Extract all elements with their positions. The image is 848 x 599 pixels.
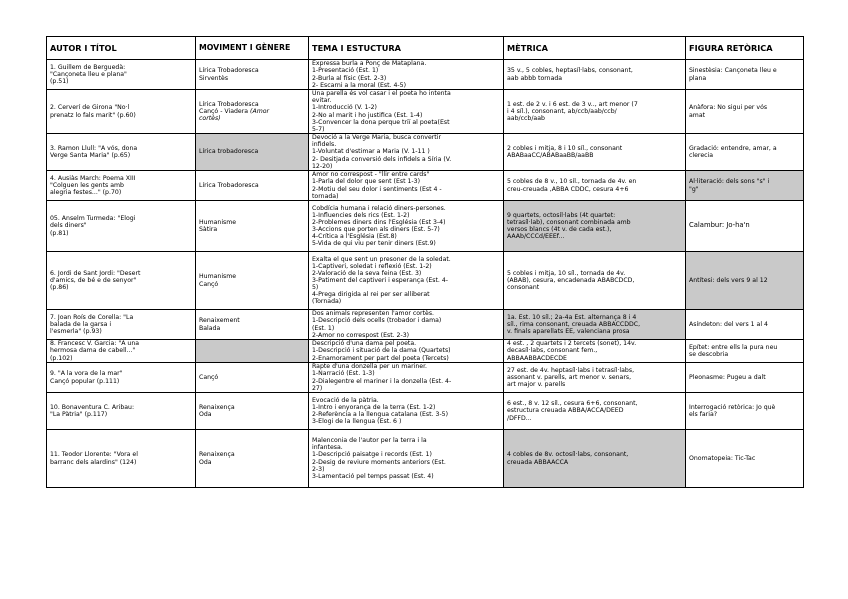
cell-autor: 3. Ramon Llull: "A vós, dona Verge Santa Maria" (p.65)	[47, 134, 196, 171]
table-row	[47, 171, 804, 201]
cell-autor: 05. Anselm Turmeda: "Elogi dels diners" (p.81)	[47, 201, 196, 252]
cell-moviment: Lírica Trobadoresca Sirventès	[196, 60, 309, 90]
cell-metrica: 5 cobles i mitja, 10 síl., tornada de 4v. (ABAB), cesura, encadenada ABABCDCD, consonant	[504, 252, 686, 310]
cell-tema: Rapte d'una donzella per un mariner. 1-Narració (Est. 1-3) 2-Dialegentre el mariner i la donzella (Est. 4- 27)	[309, 363, 504, 393]
cell-figura: Al·literació: dels sons "s" i "g"	[686, 171, 804, 201]
table-row	[47, 393, 804, 430]
cell-metrica: 6 est., 8 v. 12 síl., cesura 6+6, consonant, estructura creuada ABBA/ACCA/DEED /DFFD...	[504, 393, 686, 430]
cell-figura: Gradació: entendre, amar, a clerecia	[686, 134, 804, 171]
cell-autor: 2. Cerverí de Girona "No·l prenatz lo fals marit" (p.60)	[47, 90, 196, 134]
cell-figura: Anàfora: No sigui per vós amat	[686, 90, 804, 134]
header-tema: TEMA I ESTUCTURA	[309, 37, 504, 60]
cell-moviment: Renaixença Oda	[196, 430, 309, 488]
cell-moviment: Lírica trobadoresca	[196, 134, 309, 171]
cell-tema: Devoció a la Verge Maria, busca convertir infidels. 1-Voluntat d'estimar a Maria (V. 1-11 ) 2- Desitjada conversió dels infidels a Síria (V. 12-20)	[309, 134, 504, 171]
cell-autor: 7. Joan Roís de Corella: "La balada de la garsa i l'esmerla" (p.93)	[47, 310, 196, 340]
cell-metrica: 4 est. , 2 quartets i 2 tercets (sonet), 14v. decasíl·labs, consonant fem., ABBAABBACDECDE	[504, 340, 686, 363]
cell-figura: Epítet: entre ells la pura neu se descobria	[686, 340, 804, 363]
cell-figura: Antítesi: dels vers 9 al 12	[686, 252, 804, 310]
cell-autor: 10. Bonaventura C. Aribau: "La Pàtria" (p.117)	[47, 393, 196, 430]
cell-autor: 6. Jordi de Sant Jordi: "Desert d'amics, de bé e de senyor" (p.86)	[47, 252, 196, 310]
header-autor: AUTOR I TÍTOL	[47, 37, 196, 60]
cell-moviment: Humanisme Cançó	[196, 252, 309, 310]
cell-autor: 8. Francesc V. Garcia: "A una hermosa dama de cabell..." (p.102)	[47, 340, 196, 363]
cell-figura: Onomatopeia: Tic-Tac	[686, 430, 804, 488]
table-row	[47, 90, 804, 134]
cell-tema: Expressa burla a Ponç de Mataplana. 1-Presentació (Est. 1) 2-Burla al físic (Est. 2-3) 2- Escarni a la moral (Est. 4-5)	[309, 60, 504, 90]
cell-metrica: 2 cobles i mitja, 8 i 10 síl., consonant ABABaaCC/ABABaaBB/aaBB	[504, 134, 686, 171]
cell-metrica: 9 quartets, octosíl·labs (4t quartet: tetrasíl·lab), consonant combinada amb versos blancs (4t v. de cada est.), AAAb/CCCd/EEEf...	[504, 201, 686, 252]
cell-moviment: Lírica Trobadoresca Cançó - Viadera (Amor cortès)	[196, 90, 309, 134]
cell-metrica: 4 cobles de 8v. octosíl·labs, consonant, creuada ABBAACCA	[504, 430, 686, 488]
cell-tema: Dos animals representen l'amor cortès. 1-Descripció dels ocells (trobador i dama) (Est. 1) 2-Amor no correspost (Est. 2-3)	[309, 310, 504, 340]
poetry-table	[46, 36, 804, 488]
cell-metrica: 1 est. de 2 v. i 6 est. de 3 v.., art menor (7 i 4 síl.), consonant, ab/ccb/aab/ccb/ aab/ccb/aab	[504, 90, 686, 134]
table-row	[47, 60, 804, 90]
cell-tema: Amor no correspost - "llir entre cards" 1-Parla del dolor que sent (Est 1-3) 2-Motiu del seu dolor i sentiments (Est 4 - tornada)	[309, 171, 504, 201]
cell-autor: 1. Guillem de Berguedà: "Cançoneta lleu e plana" (p.51)	[47, 60, 196, 90]
table-row	[47, 201, 804, 252]
cell-moviment: Renaixença Oda	[196, 393, 309, 430]
cell-moviment: Renaixement Balada	[196, 310, 309, 340]
table-row	[47, 134, 804, 171]
header-moviment: MOVIMENT I GÈNERE	[196, 37, 309, 60]
cell-metrica: 35 v., 5 cobles, heptasíl·labs, consonant, aab abbb tornada	[504, 60, 686, 90]
cell-autor: 9. "A la vora de la mar" Cançó popular (p.111)	[47, 363, 196, 393]
table-row	[47, 340, 804, 363]
cell-figura: Asíndeton: del vers 1 al 4	[686, 310, 804, 340]
cell-tema: Cobdícia humana i relació diners-persones. 1-Influencies dels rics (Est. 1-2) 2-Problemes diners dins l'Església (Est 3-4) 3-Accions que porten als diners (Est. 5-7) 4-Crítica a l'Església (Est.8) 5-Vida de qui viu per tenir diners (Est.9)	[309, 201, 504, 252]
header-figura: FIGURA RETÒRICA	[686, 37, 804, 60]
cell-metrica: 5 cobles de 8 v., 10 síl., tornada de 4v. en creu-creuada ,ABBA CDDC, cesura 4+6	[504, 171, 686, 201]
header-metrica: MÈTRICA	[504, 37, 686, 60]
cell-moviment: Humanisme Sàtira	[196, 201, 309, 252]
cell-tema: Una parella és vol casar i el poeta ho intenta evitar. 1-Introducció (V. 1-2) 2-No al marit i ho justifica (Est. 1-4) 3-Convencer la dona perque triï al poeta(Est 5-7)	[309, 90, 504, 134]
cell-tema: Malenconia de l'autor per la terra i la infantesa. 1-Descripció paisatge i records (Est. 1) 2-Desig de reviure moments anteriors (Est. 2-3) 3-Lamentació pel temps passat (Est. 4)	[309, 430, 504, 488]
cell-figura: Calambur: Jo-ha'n	[686, 201, 804, 252]
header-row	[47, 37, 804, 60]
cell-figura: Interrogació retòrica: Jo què els faria?	[686, 393, 804, 430]
cell-moviment: Cançó	[196, 363, 309, 393]
table-row	[47, 430, 804, 488]
cell-tema: Exalta el que sent un presoner de la soledat. 1-Captiveri, soledat i reflexió (Est. 1-2) 2-Valoració de la seva feina (Est. 3) 3-Patiment del captiveri i esperança (Est. 4- 5) 4-Prega dirigida al rei per ser alliberat (Tornada)	[309, 252, 504, 310]
cell-tema: Descripció d'una dama pel poeta. 1-Descripció i situació de la dama (Quartets) 2-Enamorament per part del poeta (Tercets)	[309, 340, 504, 363]
table-row	[47, 363, 804, 393]
cell-figura: Pleonasme: Pugeu a dalt	[686, 363, 804, 393]
table-row	[47, 310, 804, 340]
cell-metrica: 1a. Est. 10 síl.; 2a-4a Est. alternança 8 i 4 síl., rima consonant, creuada ABBACCDDC, v. finals aparellats EE, valenciana prosa	[504, 310, 686, 340]
cell-autor: 11. Teodor Llorente: "Vora el barranc dels alardins" (124)	[47, 430, 196, 488]
cell-autor: 4. Ausiàs March: Poema XIII "Colguen les gents amb alegria festes..." (p.70)	[47, 171, 196, 201]
cell-metrica: 27 est. de 4v. heptasíl·labs i tetrasíl·labs, assonant v. parells, art menor v. senars, art major v. parells	[504, 363, 686, 393]
cell-moviment	[196, 340, 309, 363]
cell-tema: Evocació de la pàtria. 1-Intro i enyorança de la terra (Est. 1-2) 2-Referència a la llengua catalana (Est. 3-5) 3-Elogi de la llengua (Est. 6 )	[309, 393, 504, 430]
cell-moviment: Lírica Trobadoresca	[196, 171, 309, 201]
cell-figura: Sinestèsia: Cançoneta lleu e plana	[686, 60, 804, 90]
table-row	[47, 252, 804, 310]
